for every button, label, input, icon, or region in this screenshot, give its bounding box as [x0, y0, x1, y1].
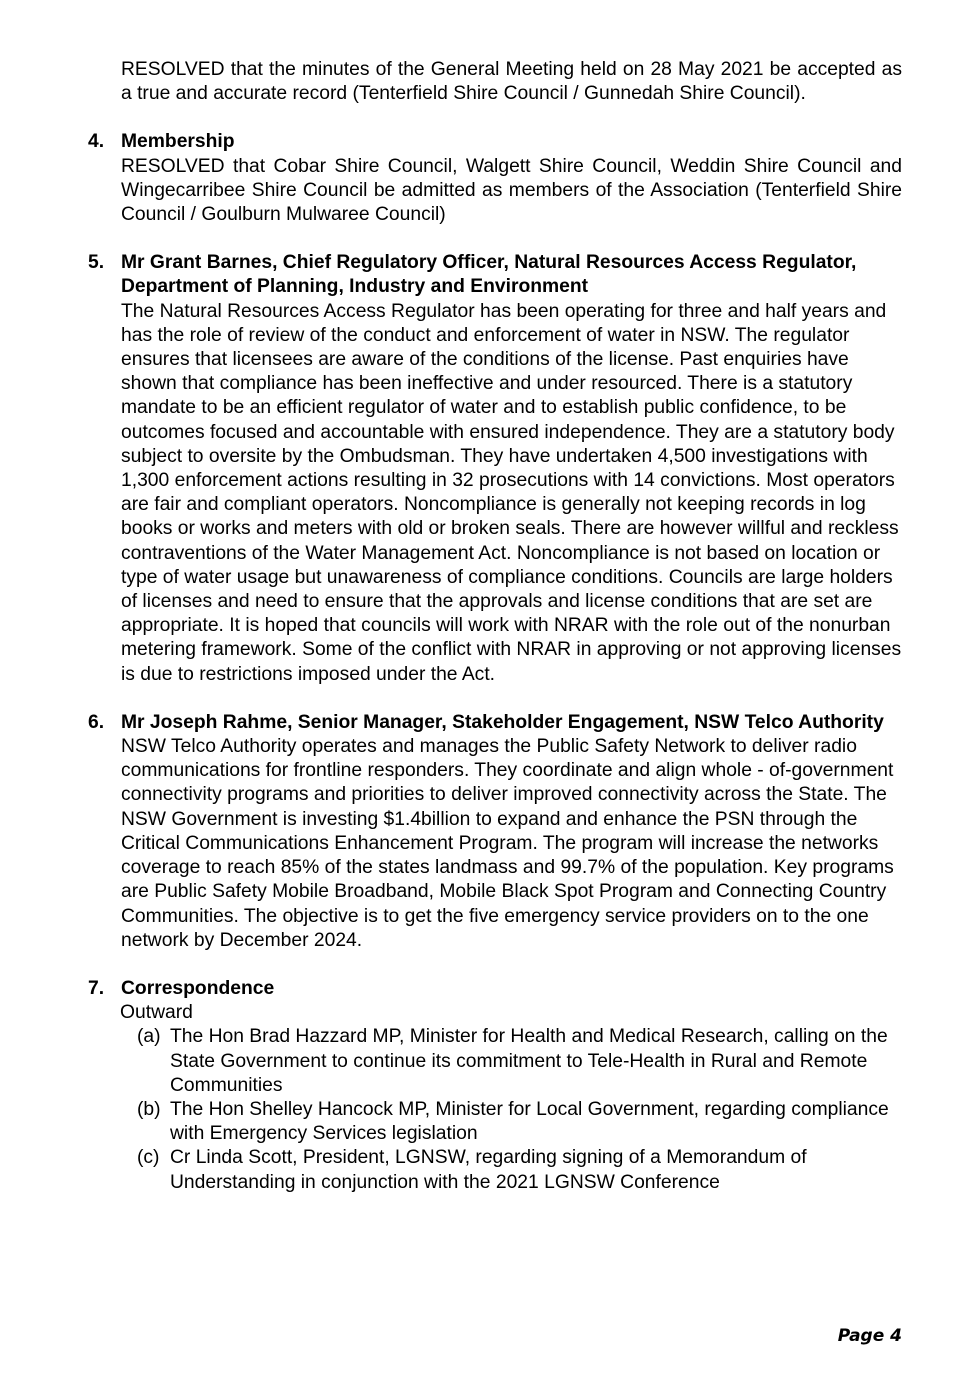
- item-text: The Natural Resources Access Regulator has been operating for three and half years and has the role of review of the conduct and enforcement of water in NSW. The regulator ensures that licensees are aware of the conditions of the license. Past enquiries have shown that compliance has been ineffective and under resourced. There is a statutory mandate to be an efficient regulator of water and to establish public confidence, to be outcomes focused and accountable with ensured independence. They are a statutory body subject to oversite by the Ombudsman. They have undertaken 4,500 investigations with 1,300 enforcement actions resulting in 32 prosecutions with 14 convictions. Most operators are fair and compliant operators. Noncompliance is generally not keeping records in log books or works and meters with old or broken seals. There are however willful and reckless contraventions of the Water Management Act. Noncompliance is not based on location or type of water usage but unawareness of compliance conditions. Councils are large holders of licenses and need to ensure that the approvals and license conditions that are set are appropriate. It is hoped that councils will work with NRAR with the role out of the nonurban metering framework. Some of the conflict with NRAR in approving or not approving licenses is due to restrictions imposed under the Act.: [121, 300, 902, 685]
- list-marker: (a): [137, 1026, 161, 1048]
- minutes-content: [88, 58, 902, 1195]
- item-number: 4.: [88, 131, 105, 153]
- list-item-text: Cr Linda Scott, President, LGNSW, regarding signing of a Memorandum of Understanding in conjunction with the 2021 LGNSW Conference: [170, 1147, 807, 1193]
- list-item: [121, 1146, 902, 1194]
- agenda-item-membership: [88, 130, 902, 227]
- resolution-minutes-paragraph: RESOLVED that the minutes of the General Meeting held on 28 May 2021 be accepted as a true and accurate record (Tenterfield Shire Council / Gunnedah Shire Council).: [121, 59, 902, 105]
- item-number: 5.: [88, 252, 105, 274]
- item-text: RESOLVED that Cobar Shire Council, Walgett Shire Council, Weddin Shire Council and Wingecarribee Shire Council be admitted as members of the Association (Tenterfield Shire Council / Goulburn Mulwaree Council): [121, 155, 902, 226]
- list-marker: (b): [137, 1098, 161, 1120]
- list-item-text: The Hon Shelley Hancock MP, Minister for Local Government, regarding compliance with Emergency Services legislation: [170, 1098, 889, 1145]
- outward-subheading: Outward: [120, 1002, 193, 1024]
- agenda-item-joseph-rahme: [88, 711, 902, 953]
- item-title: Mr Joseph Rahme, Senior Manager, Stakeholder Engagement, NSW Telco Authority: [121, 711, 884, 733]
- item-text: NSW Telco Authority operates and manages the Public Safety Network to deliver radio communications for frontline responders. They coordinate and align whole - of-government connectivity programs and priorities to deliver improved connectivity across the State. The NSW Government is investing $1.4billion to expand and enhance the PSN through the Critical Communications Enhancement Program. The program will increase the networks coverage to reach 85% of the states landmass and 99.7% of the population. Key programs are Public Safety Mobile Broadband, Mobile Black Spot Program and Connecting Country Communities. The objective is to get the five emergency service providers on to the one network by December 2024.: [121, 736, 894, 951]
- list-item: [121, 1098, 902, 1146]
- item-title: Mr Grant Barnes, Chief Regulatory Officer, Natural Resources Access Regulator, Department of Planning, Industry and Environment: [121, 252, 857, 298]
- item-number: 6.: [88, 711, 105, 733]
- list-marker: (c): [137, 1147, 160, 1169]
- agenda-item-correspondence: [88, 977, 902, 1195]
- item-title: Membership: [121, 131, 235, 153]
- agenda-item-grant-barnes: [88, 251, 902, 687]
- correspondence-list: [121, 1025, 902, 1194]
- page-number: Page 4: [837, 1326, 902, 1346]
- item-title: Correspondence: [121, 977, 275, 999]
- list-item-text: The Hon Brad Hazzard MP, Minister for Health and Medical Research, calling on the State Government to continue its commitment to Tele-Health in Rural and Remote Communities: [170, 1026, 888, 1096]
- item-number: 7.: [88, 977, 105, 999]
- list-item: [121, 1025, 902, 1098]
